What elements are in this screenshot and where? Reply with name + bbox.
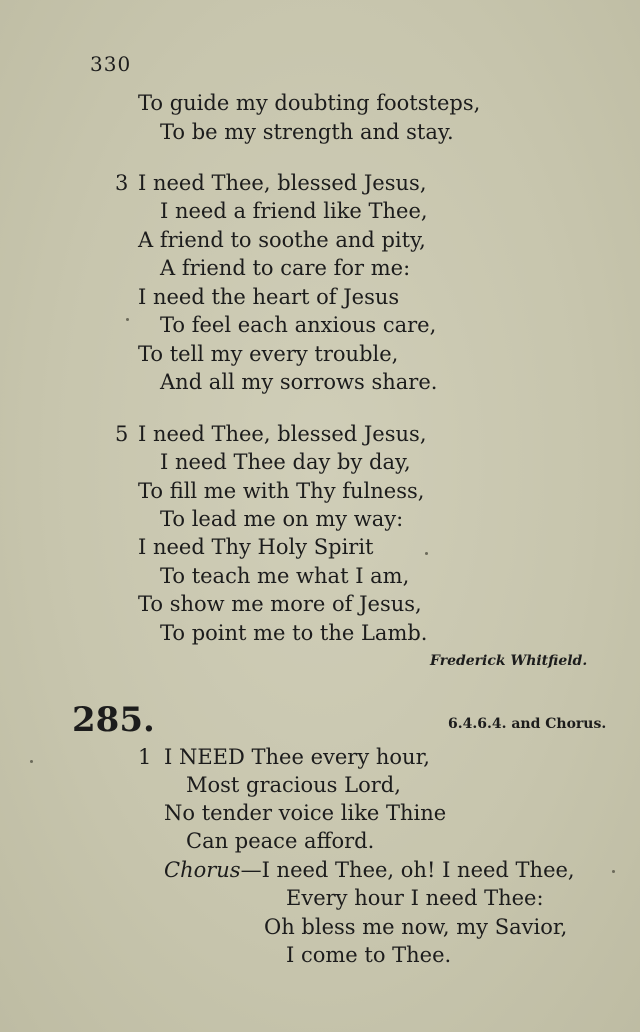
verse-line: I NEED Thee every hour, — [164, 745, 430, 769]
scan-speck — [425, 552, 428, 555]
chorus-line: —I need Thee, oh! I need Thee, — [240, 858, 575, 882]
verse-line: To guide my doubting footsteps, — [138, 91, 481, 115]
verse-line: A friend to soothe and pity, — [138, 228, 426, 252]
stanza-number: 5 — [115, 422, 129, 446]
stanza-number: 1 — [138, 745, 152, 769]
verse-line: I need a friend like Thee, — [160, 199, 428, 223]
verse-line: I need Thy Holy Spirit — [138, 535, 374, 559]
stanza-number: 3 — [115, 171, 129, 195]
chorus-first-line — [164, 858, 575, 882]
verse-line: I need Thee, blessed Jesus, — [138, 171, 427, 195]
verse-line: No tender voice like Thine — [164, 801, 447, 825]
verse-line: To show me more of Jesus, — [138, 592, 422, 616]
verse-line: To point me to the Lamb. — [160, 621, 428, 645]
verse-line: And all my sorrows share. — [160, 370, 438, 394]
verse-line: A friend to care for me: — [160, 256, 411, 280]
hymn-number: 285. — [72, 700, 155, 740]
chorus-line: Oh bless me now, my Savior, — [264, 915, 568, 939]
scan-speck — [30, 760, 33, 763]
verse-line: Can peace afford. — [186, 829, 375, 853]
scan-speck — [612, 870, 615, 873]
verse-line: To feel each anxious care, — [160, 313, 437, 337]
verse-line: I need the heart of Jesus — [138, 285, 400, 309]
verse-line: To be my strength and stay. — [160, 120, 454, 144]
chorus-line: Every hour I need Thee: — [286, 886, 544, 910]
chorus-label: Chorus — [164, 858, 241, 882]
verse-line: To tell my every trouble, — [138, 342, 399, 366]
verse-line: To fill me with Thy fulness, — [138, 479, 425, 503]
hymn-meter: 6.4.6.4. and Chorus. — [448, 716, 607, 732]
author-credit: Frederick Whitfield. — [430, 653, 588, 669]
verse-line: To teach me what I am, — [160, 564, 410, 588]
chorus-line: I come to Thee. — [286, 943, 452, 967]
page-number: 330 — [90, 52, 132, 76]
scan-speck — [126, 318, 129, 321]
verse-line: To lead me on my way: — [160, 507, 404, 531]
verse-line: I need Thee, blessed Jesus, — [138, 422, 427, 446]
verse-line: Most gracious Lord, — [186, 773, 401, 797]
verse-line: I need Thee day by day, — [160, 450, 411, 474]
